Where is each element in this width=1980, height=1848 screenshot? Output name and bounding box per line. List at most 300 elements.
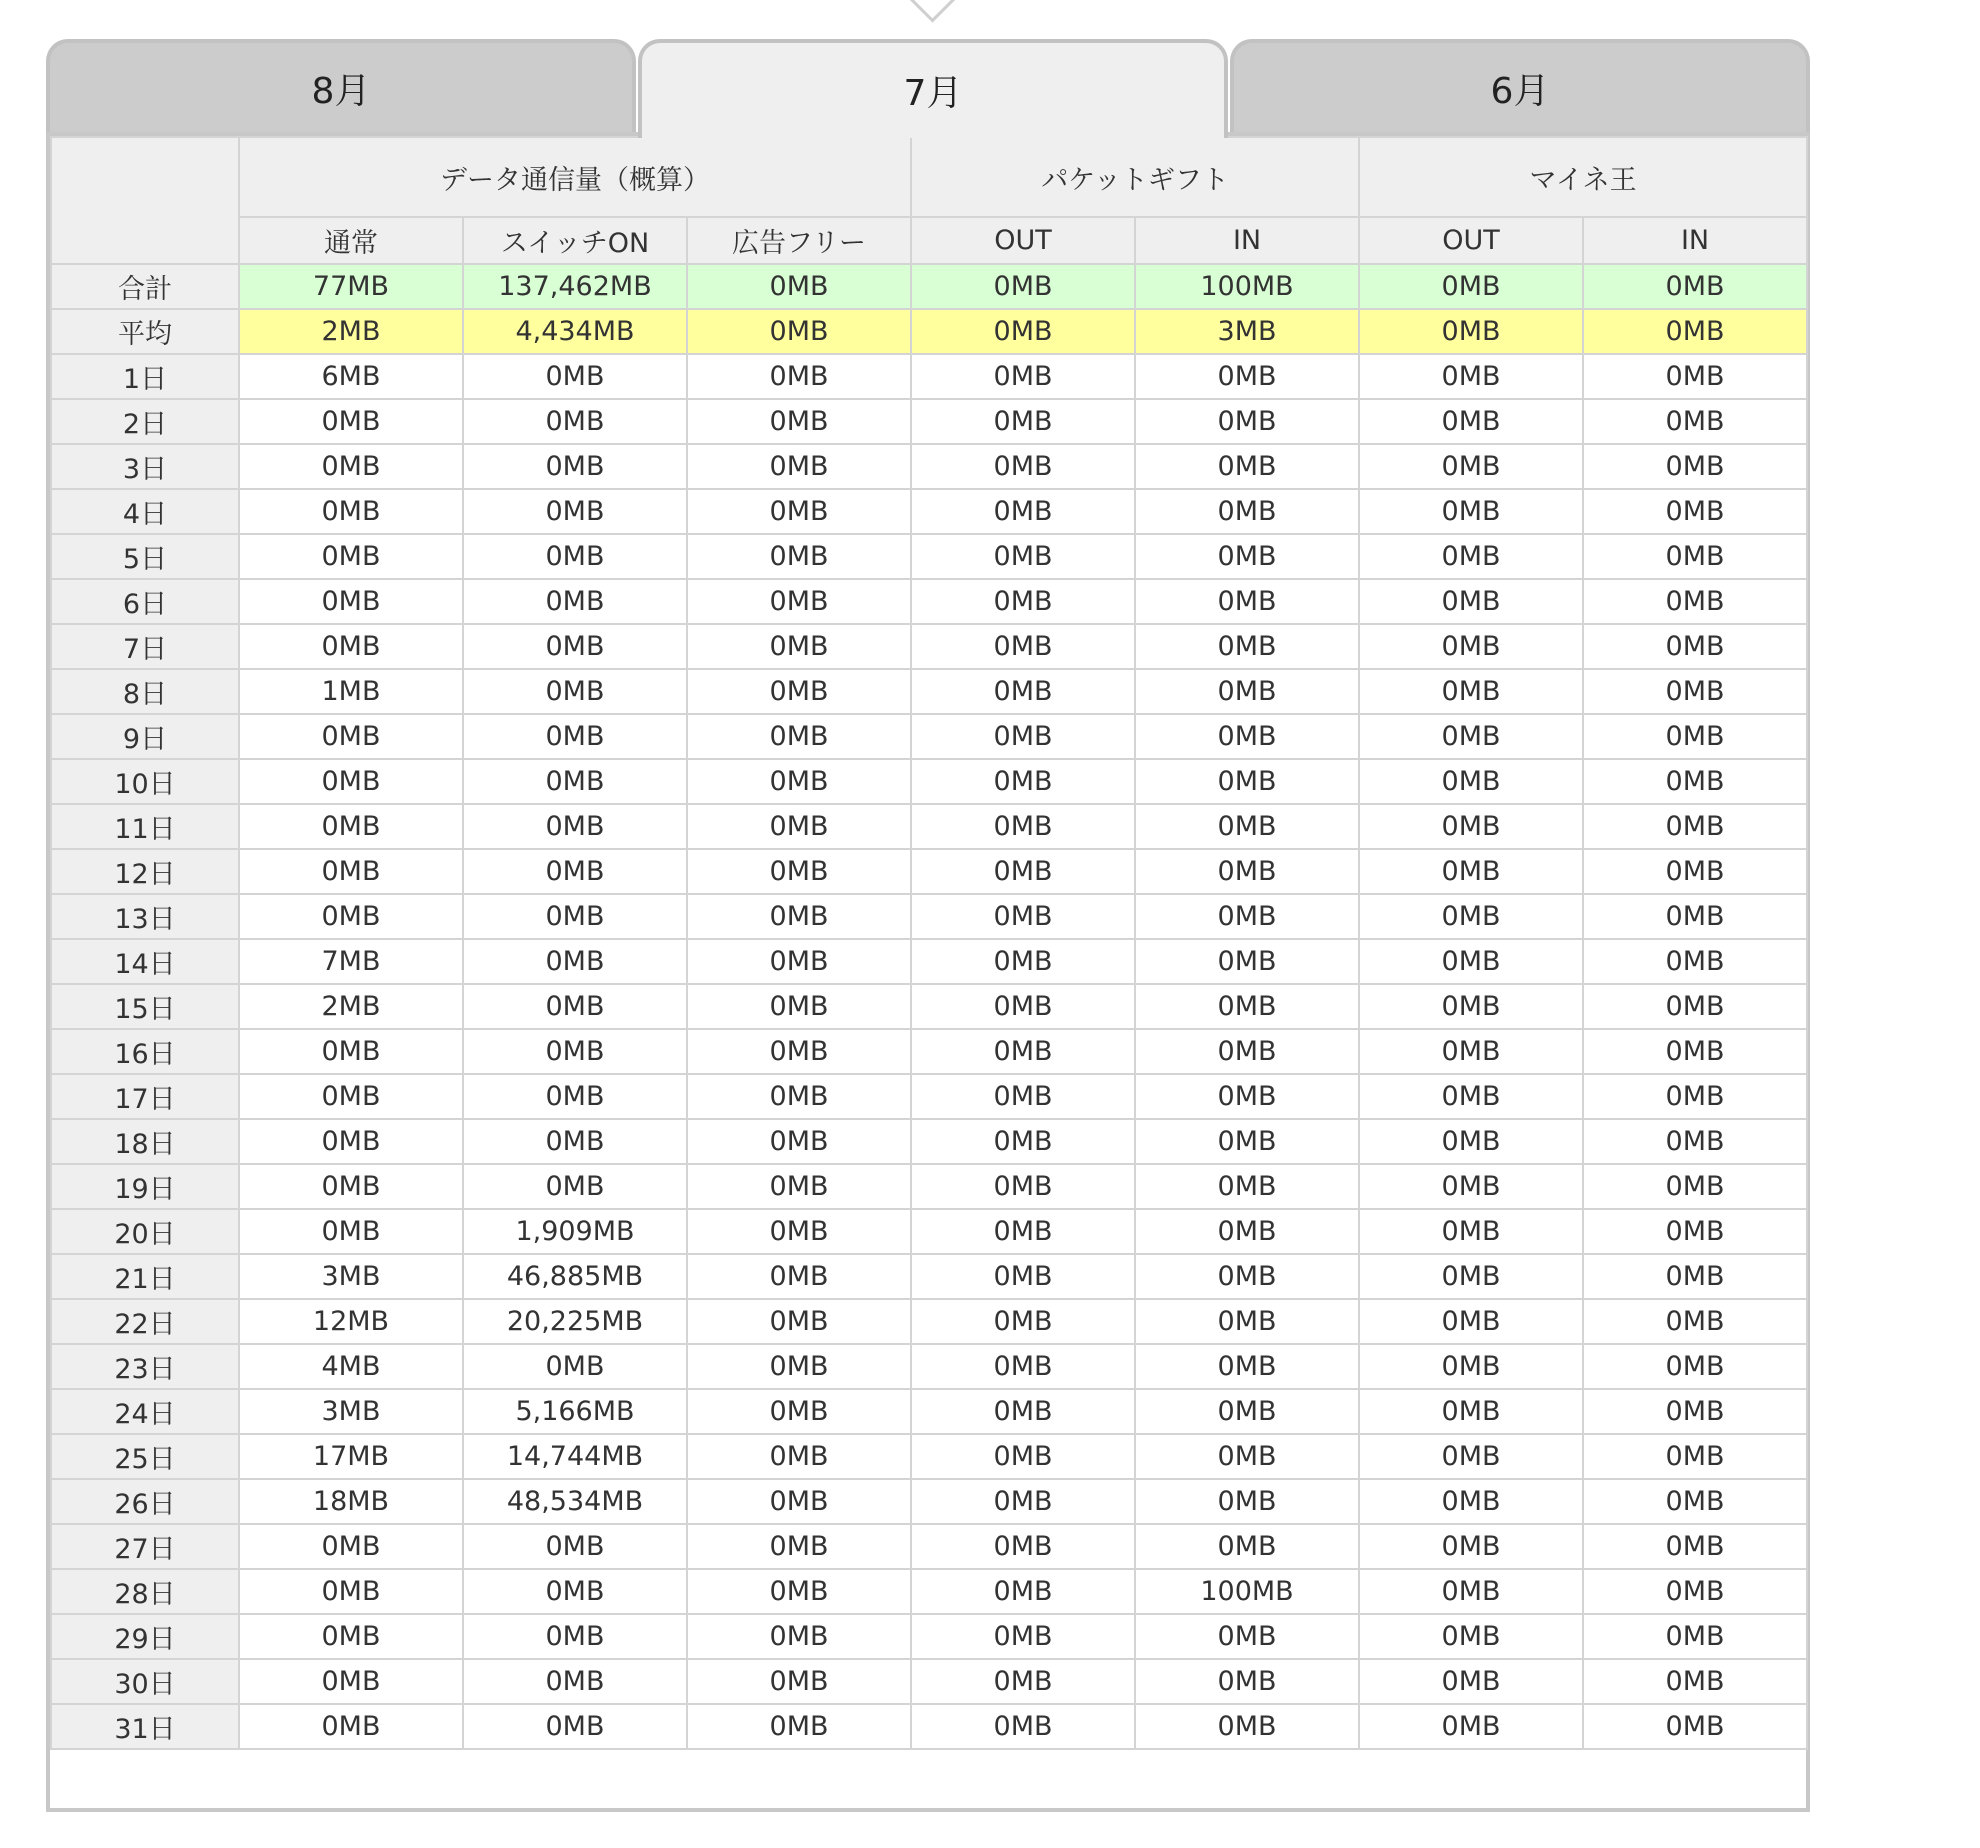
usage-cell: 0MB bbox=[687, 1389, 911, 1434]
average-cell: 3MB bbox=[1135, 309, 1359, 354]
usage-cell: 0MB bbox=[239, 579, 463, 624]
table-row bbox=[51, 984, 1807, 1029]
usage-cell: 0MB bbox=[1359, 1524, 1583, 1569]
usage-cell: 0MB bbox=[911, 354, 1135, 399]
usage-cell: 0MB bbox=[1583, 714, 1807, 759]
usage-cell: 0MB bbox=[1359, 1164, 1583, 1209]
usage-cell: 0MB bbox=[1583, 759, 1807, 804]
usage-cell: 0MB bbox=[687, 669, 911, 714]
usage-cell: 6MB bbox=[239, 354, 463, 399]
usage-cell: 0MB bbox=[1135, 939, 1359, 984]
usage-cell: 20,225MB bbox=[463, 1299, 687, 1344]
usage-cell: 0MB bbox=[1583, 849, 1807, 894]
usage-cell: 0MB bbox=[1583, 579, 1807, 624]
total-cell: 0MB bbox=[687, 264, 911, 309]
usage-cell: 0MB bbox=[1359, 1659, 1583, 1704]
usage-table bbox=[50, 136, 1808, 1750]
usage-cell: 0MB bbox=[1359, 939, 1583, 984]
usage-cell: 0MB bbox=[687, 399, 911, 444]
usage-cell: 0MB bbox=[911, 1614, 1135, 1659]
group-mineo: マイネ王 bbox=[1359, 137, 1807, 217]
usage-cell: 0MB bbox=[687, 624, 911, 669]
usage-cell: 0MB bbox=[463, 849, 687, 894]
usage-cell: 0MB bbox=[1135, 1389, 1359, 1434]
usage-cell: 0MB bbox=[687, 1659, 911, 1704]
usage-cell: 17MB bbox=[239, 1434, 463, 1479]
usage-panel bbox=[46, 132, 1810, 1812]
average-cell: 0MB bbox=[1583, 309, 1807, 354]
usage-cell: 0MB bbox=[911, 759, 1135, 804]
usage-cell: 0MB bbox=[911, 1164, 1135, 1209]
total-cell: 0MB bbox=[1583, 264, 1807, 309]
day-label: 5日 bbox=[51, 534, 239, 579]
day-label: 17日 bbox=[51, 1074, 239, 1119]
day-label: 20日 bbox=[51, 1209, 239, 1254]
usage-cell: 0MB bbox=[687, 354, 911, 399]
usage-cell: 0MB bbox=[239, 444, 463, 489]
day-label: 7日 bbox=[51, 624, 239, 669]
usage-cell: 0MB bbox=[1359, 984, 1583, 1029]
day-label: 30日 bbox=[51, 1659, 239, 1704]
total-row bbox=[51, 264, 1807, 309]
usage-cell: 0MB bbox=[1359, 1209, 1583, 1254]
usage-cell: 0MB bbox=[911, 1434, 1135, 1479]
usage-cell: 0MB bbox=[463, 1614, 687, 1659]
usage-cell: 0MB bbox=[687, 1074, 911, 1119]
usage-cell: 0MB bbox=[911, 1479, 1135, 1524]
usage-cell: 0MB bbox=[1135, 1344, 1359, 1389]
usage-cell: 12MB bbox=[239, 1299, 463, 1344]
usage-cell: 0MB bbox=[911, 1299, 1135, 1344]
day-label: 31日 bbox=[51, 1704, 239, 1749]
table-row bbox=[51, 669, 1807, 714]
table-row bbox=[51, 489, 1807, 534]
day-label: 12日 bbox=[51, 849, 239, 894]
usage-cell: 0MB bbox=[687, 1569, 911, 1614]
usage-cell: 0MB bbox=[687, 984, 911, 1029]
usage-cell: 0MB bbox=[1583, 399, 1807, 444]
group-packet-gift: パケットギフト bbox=[911, 137, 1359, 217]
usage-cell: 0MB bbox=[463, 1659, 687, 1704]
usage-cell: 0MB bbox=[1359, 1479, 1583, 1524]
usage-cell: 0MB bbox=[463, 759, 687, 804]
usage-cell: 0MB bbox=[239, 1029, 463, 1074]
usage-cell: 0MB bbox=[1359, 399, 1583, 444]
usage-cell: 0MB bbox=[1583, 1614, 1807, 1659]
average-cell: 0MB bbox=[1359, 309, 1583, 354]
usage-cell: 0MB bbox=[239, 1659, 463, 1704]
usage-cell: 0MB bbox=[911, 1119, 1135, 1164]
table-row bbox=[51, 714, 1807, 759]
total-cell: 0MB bbox=[911, 264, 1135, 309]
usage-cell: 0MB bbox=[1135, 444, 1359, 489]
usage-cell: 0MB bbox=[1583, 1029, 1807, 1074]
tab-july[interactable]: 7月 bbox=[638, 39, 1228, 138]
usage-cell: 0MB bbox=[1135, 579, 1359, 624]
day-label: 21日 bbox=[51, 1254, 239, 1299]
day-label: 29日 bbox=[51, 1614, 239, 1659]
usage-cell: 1MB bbox=[239, 669, 463, 714]
usage-cell: 0MB bbox=[1359, 1074, 1583, 1119]
usage-cell: 0MB bbox=[687, 849, 911, 894]
table-row bbox=[51, 1209, 1807, 1254]
usage-cell: 0MB bbox=[687, 1704, 911, 1749]
usage-cell: 0MB bbox=[687, 1434, 911, 1479]
tab-august[interactable]: 8月 bbox=[46, 39, 636, 134]
usage-cell: 0MB bbox=[911, 1209, 1135, 1254]
usage-cell: 0MB bbox=[1583, 1389, 1807, 1434]
usage-cell: 0MB bbox=[463, 894, 687, 939]
usage-cell: 4MB bbox=[239, 1344, 463, 1389]
usage-cell: 0MB bbox=[911, 1659, 1135, 1704]
usage-cell: 0MB bbox=[239, 1704, 463, 1749]
usage-cell: 0MB bbox=[1359, 489, 1583, 534]
usage-cell: 0MB bbox=[911, 1254, 1135, 1299]
usage-cell: 0MB bbox=[239, 399, 463, 444]
day-label: 3日 bbox=[51, 444, 239, 489]
usage-cell: 0MB bbox=[1135, 534, 1359, 579]
usage-cell: 0MB bbox=[1583, 354, 1807, 399]
usage-cell: 0MB bbox=[1583, 1659, 1807, 1704]
day-label: 22日 bbox=[51, 1299, 239, 1344]
usage-cell: 0MB bbox=[1135, 1299, 1359, 1344]
col-gift-out: OUT bbox=[911, 217, 1135, 264]
usage-cell: 0MB bbox=[1359, 1569, 1583, 1614]
usage-cell: 0MB bbox=[1359, 534, 1583, 579]
table-row bbox=[51, 579, 1807, 624]
usage-cell: 0MB bbox=[911, 984, 1135, 1029]
average-row bbox=[51, 309, 1807, 354]
usage-cell: 0MB bbox=[1583, 1299, 1807, 1344]
usage-cell: 0MB bbox=[911, 399, 1135, 444]
day-label: 14日 bbox=[51, 939, 239, 984]
usage-cell: 0MB bbox=[687, 579, 911, 624]
usage-cell: 0MB bbox=[1359, 669, 1583, 714]
table-row bbox=[51, 624, 1807, 669]
usage-cell: 0MB bbox=[687, 894, 911, 939]
usage-cell: 0MB bbox=[911, 804, 1135, 849]
usage-cell: 0MB bbox=[687, 1524, 911, 1569]
table-row bbox=[51, 444, 1807, 489]
usage-cell: 0MB bbox=[1583, 624, 1807, 669]
table-row bbox=[51, 1164, 1807, 1209]
header-group-row bbox=[51, 137, 1807, 217]
usage-cell: 46,885MB bbox=[463, 1254, 687, 1299]
usage-cell: 5,166MB bbox=[463, 1389, 687, 1434]
average-cell: 2MB bbox=[239, 309, 463, 354]
table-row bbox=[51, 1299, 1807, 1344]
usage-cell: 0MB bbox=[1583, 939, 1807, 984]
day-label: 2日 bbox=[51, 399, 239, 444]
usage-cell: 0MB bbox=[687, 939, 911, 984]
usage-cell: 0MB bbox=[1135, 1074, 1359, 1119]
usage-cell: 0MB bbox=[239, 534, 463, 579]
usage-cell: 0MB bbox=[463, 534, 687, 579]
usage-cell: 0MB bbox=[1135, 1524, 1359, 1569]
table-row bbox=[51, 399, 1807, 444]
usage-cell: 0MB bbox=[239, 759, 463, 804]
table-row bbox=[51, 1659, 1807, 1704]
table-row bbox=[51, 1569, 1807, 1614]
usage-cell: 0MB bbox=[1359, 894, 1583, 939]
usage-cell: 0MB bbox=[1359, 1029, 1583, 1074]
average-cell: 0MB bbox=[911, 309, 1135, 354]
usage-cell: 0MB bbox=[1135, 669, 1359, 714]
usage-cell: 0MB bbox=[687, 714, 911, 759]
tab-june[interactable]: 6月 bbox=[1230, 39, 1810, 134]
usage-cell: 0MB bbox=[1135, 894, 1359, 939]
usage-cell: 0MB bbox=[1359, 1614, 1583, 1659]
usage-cell: 0MB bbox=[463, 579, 687, 624]
usage-cell: 0MB bbox=[687, 1614, 911, 1659]
usage-cell: 0MB bbox=[239, 1119, 463, 1164]
table-row bbox=[51, 1614, 1807, 1659]
usage-cell: 0MB bbox=[463, 399, 687, 444]
usage-cell: 0MB bbox=[1359, 1704, 1583, 1749]
table-row bbox=[51, 1434, 1807, 1479]
usage-cell: 0MB bbox=[463, 444, 687, 489]
usage-cell: 0MB bbox=[1135, 804, 1359, 849]
usage-cell: 0MB bbox=[1359, 354, 1583, 399]
usage-cell: 0MB bbox=[687, 534, 911, 579]
col-gift-in: IN bbox=[1135, 217, 1359, 264]
col-normal: 通常 bbox=[239, 217, 463, 264]
table-row bbox=[51, 1254, 1807, 1299]
usage-cell: 0MB bbox=[687, 1164, 911, 1209]
usage-cell: 0MB bbox=[1583, 489, 1807, 534]
day-label: 24日 bbox=[51, 1389, 239, 1434]
usage-cell: 0MB bbox=[687, 1254, 911, 1299]
usage-cell: 0MB bbox=[1583, 1209, 1807, 1254]
usage-cell: 0MB bbox=[1135, 399, 1359, 444]
usage-cell: 0MB bbox=[1359, 579, 1583, 624]
usage-cell: 0MB bbox=[463, 804, 687, 849]
usage-cell: 0MB bbox=[911, 894, 1135, 939]
usage-cell: 0MB bbox=[1359, 1299, 1583, 1344]
usage-table-body bbox=[51, 264, 1807, 1749]
table-row bbox=[51, 849, 1807, 894]
table-row bbox=[51, 354, 1807, 399]
usage-cell: 0MB bbox=[463, 1074, 687, 1119]
corner-cell bbox=[51, 137, 239, 264]
usage-cell: 0MB bbox=[239, 1209, 463, 1254]
usage-cell: 0MB bbox=[1135, 1119, 1359, 1164]
usage-cell: 0MB bbox=[463, 1119, 687, 1164]
day-label: 1日 bbox=[51, 354, 239, 399]
usage-cell: 0MB bbox=[463, 714, 687, 759]
usage-cell: 0MB bbox=[1135, 1704, 1359, 1749]
usage-cell: 0MB bbox=[1135, 489, 1359, 534]
header-column-row bbox=[51, 217, 1807, 264]
day-label: 28日 bbox=[51, 1569, 239, 1614]
usage-cell: 0MB bbox=[1583, 1524, 1807, 1569]
day-label: 18日 bbox=[51, 1119, 239, 1164]
usage-cell: 0MB bbox=[239, 714, 463, 759]
usage-cell: 0MB bbox=[687, 1209, 911, 1254]
usage-cell: 0MB bbox=[911, 849, 1135, 894]
table-row bbox=[51, 1479, 1807, 1524]
usage-cell: 0MB bbox=[1135, 1434, 1359, 1479]
usage-cell: 0MB bbox=[1135, 354, 1359, 399]
usage-cell: 0MB bbox=[463, 1029, 687, 1074]
usage-cell: 0MB bbox=[687, 1344, 911, 1389]
usage-cell: 0MB bbox=[911, 714, 1135, 759]
day-label: 10日 bbox=[51, 759, 239, 804]
day-label: 6日 bbox=[51, 579, 239, 624]
usage-cell: 0MB bbox=[1135, 849, 1359, 894]
usage-cell: 0MB bbox=[1135, 1209, 1359, 1254]
month-tabs bbox=[46, 39, 1810, 134]
usage-cell: 0MB bbox=[911, 579, 1135, 624]
usage-cell: 0MB bbox=[1583, 1569, 1807, 1614]
table-row bbox=[51, 1524, 1807, 1569]
usage-cell: 0MB bbox=[463, 1164, 687, 1209]
usage-cell: 48,534MB bbox=[463, 1479, 687, 1524]
usage-cell: 0MB bbox=[1583, 1254, 1807, 1299]
usage-cell: 100MB bbox=[1135, 1569, 1359, 1614]
usage-cell: 0MB bbox=[1583, 1704, 1807, 1749]
total-cell: 137,462MB bbox=[463, 264, 687, 309]
usage-cell: 0MB bbox=[463, 1569, 687, 1614]
usage-cell: 0MB bbox=[687, 804, 911, 849]
col-ad-free: 広告フリー bbox=[687, 217, 911, 264]
usage-cell: 0MB bbox=[1135, 1254, 1359, 1299]
usage-cell: 0MB bbox=[1583, 534, 1807, 579]
usage-cell: 0MB bbox=[463, 354, 687, 399]
usage-cell: 0MB bbox=[239, 1074, 463, 1119]
usage-cell: 0MB bbox=[1135, 714, 1359, 759]
usage-cell: 0MB bbox=[1583, 1119, 1807, 1164]
usage-cell: 0MB bbox=[911, 939, 1135, 984]
day-label: 19日 bbox=[51, 1164, 239, 1209]
table-row bbox=[51, 1704, 1807, 1749]
usage-cell: 0MB bbox=[911, 1029, 1135, 1074]
usage-cell: 0MB bbox=[1135, 1614, 1359, 1659]
day-label: 16日 bbox=[51, 1029, 239, 1074]
usage-cell: 3MB bbox=[239, 1389, 463, 1434]
usage-cell: 0MB bbox=[911, 1704, 1135, 1749]
day-label: 4日 bbox=[51, 489, 239, 534]
usage-cell: 2MB bbox=[239, 984, 463, 1029]
average-cell: 4,434MB bbox=[463, 309, 687, 354]
usage-cell: 0MB bbox=[1583, 1074, 1807, 1119]
usage-cell: 0MB bbox=[1135, 1659, 1359, 1704]
usage-cell: 0MB bbox=[1583, 804, 1807, 849]
usage-cell: 7MB bbox=[239, 939, 463, 984]
usage-cell: 0MB bbox=[463, 489, 687, 534]
usage-cell: 0MB bbox=[1583, 894, 1807, 939]
usage-cell: 0MB bbox=[911, 669, 1135, 714]
col-switch-on: スイッチON bbox=[463, 217, 687, 264]
usage-cell: 0MB bbox=[1359, 1434, 1583, 1479]
table-row bbox=[51, 1119, 1807, 1164]
table-row bbox=[51, 1389, 1807, 1434]
usage-cell: 0MB bbox=[1359, 1254, 1583, 1299]
usage-cell: 0MB bbox=[911, 1074, 1135, 1119]
table-row bbox=[51, 1344, 1807, 1389]
usage-cell: 0MB bbox=[687, 1479, 911, 1524]
table-row bbox=[51, 894, 1807, 939]
table-row bbox=[51, 1074, 1807, 1119]
table-row bbox=[51, 1029, 1807, 1074]
usage-cell: 18MB bbox=[239, 1479, 463, 1524]
usage-cell: 0MB bbox=[911, 444, 1135, 489]
usage-cell: 0MB bbox=[687, 759, 911, 804]
usage-cell: 0MB bbox=[239, 894, 463, 939]
usage-cell: 0MB bbox=[1583, 444, 1807, 489]
usage-cell: 0MB bbox=[911, 1344, 1135, 1389]
usage-cell: 0MB bbox=[463, 1344, 687, 1389]
day-label: 25日 bbox=[51, 1434, 239, 1479]
total-cell: 77MB bbox=[239, 264, 463, 309]
day-label: 27日 bbox=[51, 1524, 239, 1569]
usage-cell: 3MB bbox=[239, 1254, 463, 1299]
usage-cell: 0MB bbox=[239, 624, 463, 669]
usage-cell: 0MB bbox=[687, 1299, 911, 1344]
usage-cell: 0MB bbox=[1359, 624, 1583, 669]
usage-cell: 0MB bbox=[687, 489, 911, 534]
usage-cell: 0MB bbox=[463, 984, 687, 1029]
usage-cell: 0MB bbox=[1359, 714, 1583, 759]
usage-cell: 0MB bbox=[1135, 1479, 1359, 1524]
col-mineo-in: IN bbox=[1583, 217, 1807, 264]
usage-cell: 0MB bbox=[911, 1524, 1135, 1569]
usage-cell: 0MB bbox=[463, 1704, 687, 1749]
usage-cell: 0MB bbox=[239, 1524, 463, 1569]
day-label: 9日 bbox=[51, 714, 239, 759]
day-label: 11日 bbox=[51, 804, 239, 849]
usage-cell: 0MB bbox=[1135, 1164, 1359, 1209]
day-label: 8日 bbox=[51, 669, 239, 714]
usage-cell: 0MB bbox=[687, 444, 911, 489]
usage-cell: 0MB bbox=[911, 534, 1135, 579]
table-row bbox=[51, 534, 1807, 579]
usage-cell: 14,744MB bbox=[463, 1434, 687, 1479]
usage-cell: 0MB bbox=[1359, 1344, 1583, 1389]
day-label: 23日 bbox=[51, 1344, 239, 1389]
day-label: 26日 bbox=[51, 1479, 239, 1524]
day-label: 15日 bbox=[51, 984, 239, 1029]
usage-cell: 0MB bbox=[239, 489, 463, 534]
usage-cell: 0MB bbox=[1583, 669, 1807, 714]
table-row bbox=[51, 804, 1807, 849]
usage-cell: 0MB bbox=[1583, 1164, 1807, 1209]
usage-cell: 0MB bbox=[911, 489, 1135, 534]
usage-cell: 0MB bbox=[1583, 1344, 1807, 1389]
usage-cell: 0MB bbox=[687, 1029, 911, 1074]
usage-cell: 0MB bbox=[463, 1524, 687, 1569]
usage-cell: 0MB bbox=[1359, 849, 1583, 894]
total-cell: 100MB bbox=[1135, 264, 1359, 309]
usage-cell: 0MB bbox=[239, 1164, 463, 1209]
usage-cell: 0MB bbox=[911, 1389, 1135, 1434]
usage-cell: 0MB bbox=[1135, 1029, 1359, 1074]
usage-cell: 0MB bbox=[1359, 804, 1583, 849]
usage-cell: 0MB bbox=[1135, 759, 1359, 804]
usage-cell: 0MB bbox=[463, 669, 687, 714]
usage-cell: 0MB bbox=[239, 1614, 463, 1659]
active-tab-pointer bbox=[906, 0, 958, 23]
usage-cell: 0MB bbox=[239, 849, 463, 894]
usage-cell: 0MB bbox=[463, 624, 687, 669]
usage-cell: 0MB bbox=[1583, 1434, 1807, 1479]
table-row bbox=[51, 939, 1807, 984]
usage-cell: 0MB bbox=[1359, 759, 1583, 804]
col-mineo-out: OUT bbox=[1359, 217, 1583, 264]
usage-cell: 1,909MB bbox=[463, 1209, 687, 1254]
usage-cell: 0MB bbox=[1359, 1389, 1583, 1434]
usage-cell: 0MB bbox=[911, 624, 1135, 669]
